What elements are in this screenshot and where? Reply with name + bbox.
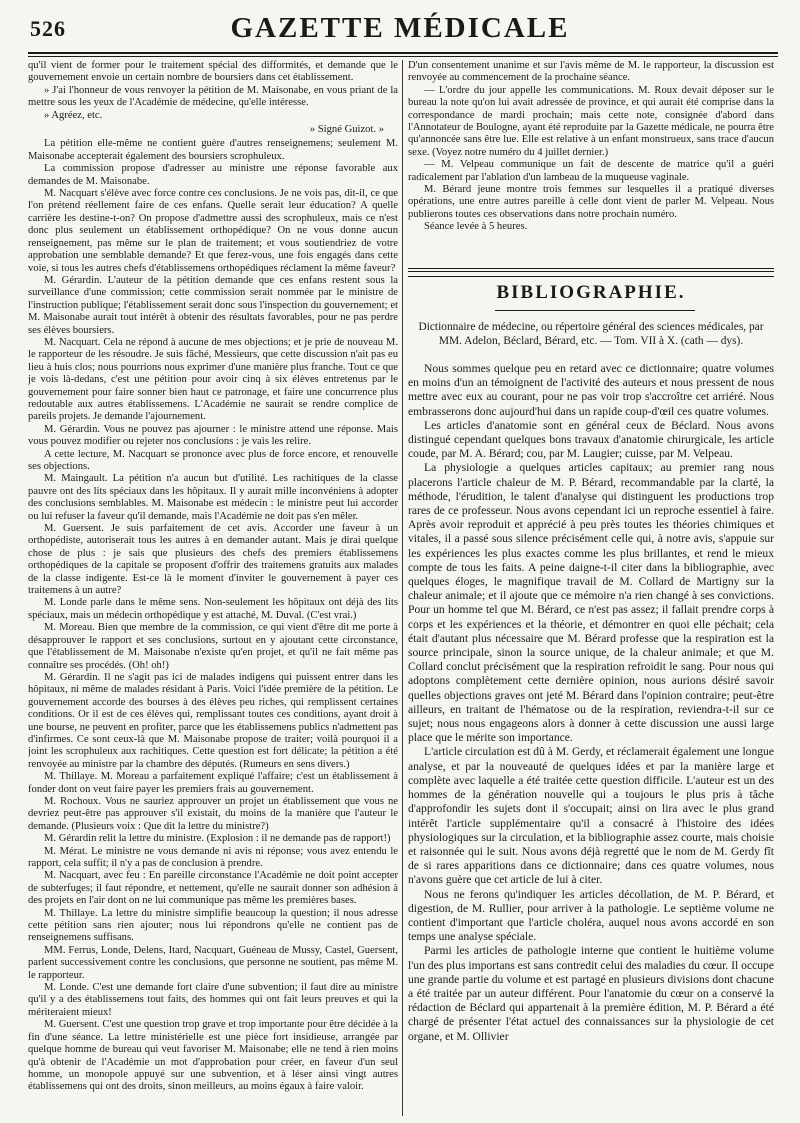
right-paragraph: — M. Velpeau communique un fait de descente de matrice qu'il a guéri radicalement par l'ablation d'un lambeau de la muqueuse vaginale. — [408, 159, 774, 183]
header-rule — [28, 52, 778, 57]
left-paragraph: La pétition elle-même ne contient guère d'autres renseignemens; seulement M. Maisonabe accepterait également des boursiers scrophuleux. — [28, 138, 398, 162]
bibliography-paragraph: Nous sommes quelque peu en retard avec ce dictionnaire; quatre volumes en moins d'un an témoignent de l'activité des auteurs et nous pressent de nous mettre avec eux au courant, pour ne pas voir trop s'accroître cet arriéré. Nous embrasserons donc aujourd'hui dans un rapide coup-d'œil ces quatre volumes. — [408, 362, 774, 418]
bibliography-body — [408, 316, 774, 1118]
left-paragraph: M. Thillaye. La lettre du ministre simplifie beaucoup la question; il nous adresse cette pétition sans rien ajouter; nous lui répondrons qu'elle ne contient pas de renseignemens suffisans. — [28, 907, 398, 944]
page-number: 526 — [30, 16, 66, 41]
entry-title: Dictionnaire de médecine, ou répertoire général des sciences médicales, par MM. Adelon, Béclard, Bérard, etc. — Tom. VII à X. (cath — dys). — [418, 321, 764, 347]
bibliography-paragraph: Les articles d'anatomie sont en général ceux de Béclard. Nous avons distingué cependant quelques bons travaux d'anatomie chirurgicale, les article coude, par M. A. Bérard; cou, par M. Laugier; cuisse, par M. Velpeau. — [408, 418, 774, 461]
bibliography-paragraph: La physiologie a quelques articles capitaux; au premier rang nous placerons l'article chaleur de M. P. Bérard, recommandable par la clarté, la méthode, l'érudition, le talent d'analyse qui distinguent les productions trop rares de ce professeur. Nous avons cependant ici un reproche essentiel à faire. Après avoir reproduit et apprécié à peu près toutes les théories chimiques et vitales, il a passé sous silence précisément celle qui, à notre avis, s'appuie sur les expériences les plus exactes comme les plus brillantes, et rend le mieux compte de tous les faits. A peine daigne-t-il citer dans la bibliographie, avec quelques éloges, le magnifique travail de M. Collard de Martigny sur la chaleur animale; et il ajoute que ce mémoire n'a rien changé à ses convictions. Pour un homme tel que M. Bérard, ce n'est pas assez; il fallait prendre corps à corps et les expériences et la théorie, et démontrer en quoi elle péchait; cela était d'autant plus nécessaire que M. Bérard professe que la respiration est la source principale, sinon la source unique, de la chaleur animale; et que M. Collard conclut précisément que la respiration refroidit le sang. Pour nous qui adoptons complètement cette dernière opinion, nous aurions désiré savoir quelles objections graves ont jeté M. Bérard dans l'opinion contraire; peut-être ailleurs, en traitant de l'hématose ou de la respiration, reviendra-t-il sur ce sujet; nous nous engageons alors à donner à cette discussion une aussi large place que le mérite son importance. — [408, 461, 774, 745]
left-paragraph: M. Mérat. Le ministre ne vous demande ni avis ni réponse; vous avez entendu le rapport, cela suffit; il n'y a pas de conclusion à prendre. — [28, 845, 398, 869]
left-paragraph: M. Gérardin relit la lettre du ministre. (Explosion : il ne demande pas de rapport!) — [44, 833, 391, 845]
left-paragraph: M. Londe. C'est une demande fort claire d'une subvention; il faut dire au ministre qu'il y a des établissemens tout faits, des hommes qui ont fait leurs preuves et qui la mériteraient mieux! — [28, 982, 398, 1018]
right-paragraph: — L'ordre du jour appelle les communications. M. Roux devait déposer sur le bureau la note qu'on lui avait adressée de province, et qui aurait été comprise dans la correspondance de mardi prochain; mais cette note, consignée d'abord dans l'Annotateur de Boulogne, ayant été reproduite par la Gazette médicale, ne pourra être qu'annoncée sans être lue. Elle est relative à un enfant monstrueux, sans trace d'aucun sexe. (Voyez notre numéro du 4 juillet dernier.) — [408, 84, 774, 158]
journal-title: GAZETTE MÉDICALE — [230, 12, 570, 44]
signature: » Signé Guizot. » — [309, 124, 384, 136]
section-title: BIBLIOGRAPHIE. — [496, 282, 686, 303]
left-paragraph: MM. Ferrus, Londe, Delens, Itard, Nacquart, Guéneau de Mussy, Castel, Guersent, parlent successivement contre les conclusions, que personne ne soutient, pas même M. le rapporteur. — [28, 944, 398, 981]
left-paragraph: M. Maingault. La pétition n'a aucun but d'utilité. Les rachitiques de la classe pauvre ont des lits spéciaux dans les hôpitaux. Il y aurait mille inconvéniens à adopter des conclusions semblables. M. Maisonabe est médecin : le ministre peut lui accorder ou lui refuser la faveur qu'il demande, mais l'Académie ne doit pas s'en mêler. — [28, 473, 398, 522]
right-paragraph: M. Bérard jeune montre trois femmes sur lesquelles il a pratiqué diverses opérations, une entre autres pareille à celle dont vient de parler M. Velpeau. Nous publierons toutes ces observations dans notre prochain numéro. — [408, 184, 774, 220]
left-paragraph: M. Londe parle dans le même sens. Non-seulement les hôpitaux ont déjà des lits spéciaux, mais un médecin orthopédique y est attaché, M. Duval. (C'est vrai.) — [28, 597, 398, 621]
left-paragraph: M. Gérardin. L'auteur de la pétition demande que ces enfans restent sous la surveillance d'une commission; cette commission serait nommée par le ministre de l'instruction publique; l'établissement serait donc sous l'inspection du gouvernement; et M. Maisonabe aurait tout intérêt à obtenir des résultats favorables, pour ne pas perdre ses élèves boursiers. — [28, 274, 398, 336]
section-rule-thin — [408, 276, 774, 277]
left-paragraph: M. Gérardin. Vous ne pouvez pas ajourner : le ministre attend une réponse. Mais vous pouvez modifier ou rejeter nos conclusions : je vais les relire. — [28, 423, 398, 448]
bibliography-paragraph: Parmi les articles de pathologie interne que contient le huitième volume l'un des plus importans est sans contredit celui des maladies du cœur. Il occupe une grande partie du volume et est partagé en plusieurs divisions dont chacune a été traitée par un auteur différent. Pour l'anatomie du cœur on a conservé la rédaction de Béclard qui appartenait à la première édition, M. P. Bérard a été chargé de présenter l'état actuel des connaissances sur la physiologie de cet organe, et M. Ollivier — [408, 944, 774, 1043]
left-paragraph: » Agréez, etc. — [44, 109, 103, 121]
bibliography-paragraph: L'article circulation est dû à M. Gerdy, et réclamerait également une longue analyse, et par la nouveauté de quelques idées et par la manière large et complète avec laquelle a été traitée cette question difficile. L'auteur est un des hommes de la génération nouvelle qui a toujours le plus pris à tâche d'approfondir les sujets dont il s'occupait; ainsi on lira avec le plus grand intérêt l'article supplémentaire qu'il a consacré à l'histoire des idées physiologiques sur la circulation, et la bibliographie assez courte, mais choisie et raisonnée qui le suit. Nous avons déjà regretté que le nom de M. Gerdy fît de si rares apparitions dans ce dictionnaire; dans ces quatre volumes, nous n'avons guère que cet article de lui à citer. — [408, 745, 774, 887]
left-paragraph: M. Gérardin. Il ne s'agit pas ici de malades indigens qui puissent entrer dans les hôpitaux, ni même de malades résidant à Paris. Voici l'idée première de la pétition. Le gouvernement accorde des bourses à des élèves peu riches, qui remplissent certaines conditions. Or il est de ces élèves qui, remplissant toutes ces conditions, ayant droit à une bourse, ne peuvent en profiter, parce que les établissemens publics n'admettent pas d'infirmes. Ce sont ceux-là que M. Maisonabe propose de traiter; voilà pourquoi il a joint les scrophuleux aux rachitiques. Cette question est fort délicate; la pétition a été renvoyée au ministre par la chambre des députés. (Rumeurs en sens divers.) — [28, 671, 398, 770]
left-paragraph: A cette lecture, M. Nacquart se prononce avec plus de force encore, et renouvelle ses objections. — [28, 448, 398, 472]
bibliography-paragraph: Nous ne ferons qu'indiquer les articles décollation, de M. P. Bérard, et digestion, de M. Rullier, pour arriver à la pathologie. Le septième volume ne contient d'important que l'article choléra, auquel nous avons accordé en son temps une analyse spéciale. — [408, 887, 774, 944]
title-underline — [495, 310, 695, 311]
left-paragraph: La commission propose d'adresser au ministre une réponse favorable aux demandes de M. Maisonabe. — [28, 163, 398, 187]
right-paragraph: D'un consentement unanime et sur l'avis même de M. le rapporteur, la discussion est renvoyée au commencement de la prochaine séance. — [408, 60, 774, 84]
right-column-top — [408, 60, 774, 290]
left-paragraph: M. Nacquart s'élève avec force contre ces conclusions. Je ne vois pas, dit-il, ce que l'on prétend réellement faire de ces enfans. Quelle serait leur éducation? A quelle carrière les destine-t-on? On propose d'admettre aussi des scrophuleux, mais ce n'est donc plus seulement un établissement orthopédique? On ne vous donne aucun renseignement, pas même sur le plan de traitement; et vous soutiendriez de votre approbation une semblable demande? Et que ferez-vous, une fois engagés dans cette voie, si tous les autres chefs d'établissemens orthopédiques réclament la même faveur? — [28, 188, 398, 274]
left-paragraph: M. Guersent. Je suis parfaitement de cet avis. Accorder une faveur à un orthopédiste, autoriserait tous les autres à en demander autant. Mais je dirai quelque chose de plus : je sais que plusieurs des chefs des premiers établissemens orthopédiques de la capitale se proposent d'offrir des traitemens gratuits aux malades de la classe indigente. Est-ce là le moment d'inviter le gouvernement à payer ces traitemens à un autre? — [28, 523, 398, 597]
left-paragraph: » J'ai l'honneur de vous renvoyer la pétition de M. Maisonabe, en vous priant de la mettre sous les yeux de l'Académie de médecine, qu'elle intéresse. — [28, 84, 398, 109]
left-paragraph: M. Rochoux. Vous ne sauriez approuver un projet un établissement que vous ne devriez peut-être pas approuver s'il existait, du moins de la manière que l'auteur le demande. (Plusieurs voix : Que dit la lettre du ministre?) — [28, 795, 398, 832]
left-paragraph: qu'il vient de former pour le traitement spécial des difformités, et demande que le gouvernement envoie un certain nombre de boursiers dans cet établissement. — [28, 60, 398, 84]
left-paragraph: M. Moreau. Bien que membre de la commission, ce qui vient d'être dit me porte à désapprouver le rapport et ses conclusions, surtout en y ajoutant cette circonstance, que l'établissement de M. Maisonabe n'existe qu'en projet, et qu'il ne fait même pas connaître ses procédés. (Oh! oh!) — [28, 622, 398, 671]
section-rule — [408, 268, 774, 272]
left-paragraph: M. Nacquart. Cela ne répond à aucune de mes objections; et je prie de nouveau M. le rapporteur de les résoudre. Je suis fâché, Messieurs, que cette discussion n'ait pas eu lieu à huis clos; nous pourrions nous exprimer d'une manière plus franche. Tout ce que je vois là-dedans, c'est une pétition pour avoir cinq à six élèves entretenus par le gouvernement pour faire sonner bien haut ce patronage, et faire une concurrence plus redoutable aux autres établissemens. L'Académie ne saurait se rendre complice de pareils projets. Je demande l'ajournement. — [28, 336, 398, 423]
left-column — [28, 60, 398, 1118]
left-paragraph: M. Nacquart, avec feu : En pareille circonstance l'Académie ne doit point accepter de subterfuges; il faut répondre, et nettement, qu'elle ne saurait donner son adhésion à des projets en l'air dont on ne lui communique pas même les premières bases. — [28, 870, 398, 907]
column-divider — [402, 60, 403, 1116]
left-paragraph: M. Guersent. C'est une question trop grave et trop importante pour être décidée à la fin d'une séance. La lettre ministérielle est une pièce fort insidieuse, arrangée par quelque homme de bureau qui veut favoriser M. Maisonabe; elle ne tend à rien moins qu'à obtenir de l'Académie un mot d'approbation pour créer, en faveur d'un seul homme, un monopole appuyé sur une subvention, et à léser ainsi vingt autres établissemens qui ont des droits, sinon meilleurs, au moins égaux à faire valoir. — [28, 1019, 398, 1093]
session-end: Séance levée à 5 heures. — [424, 221, 528, 233]
left-paragraph: M. Thillaye. M. Moreau a parfaitement expliqué l'affaire; c'est un établissement à fonder dont on veut faire payer les premiers frais au gouvernement. — [28, 771, 398, 795]
